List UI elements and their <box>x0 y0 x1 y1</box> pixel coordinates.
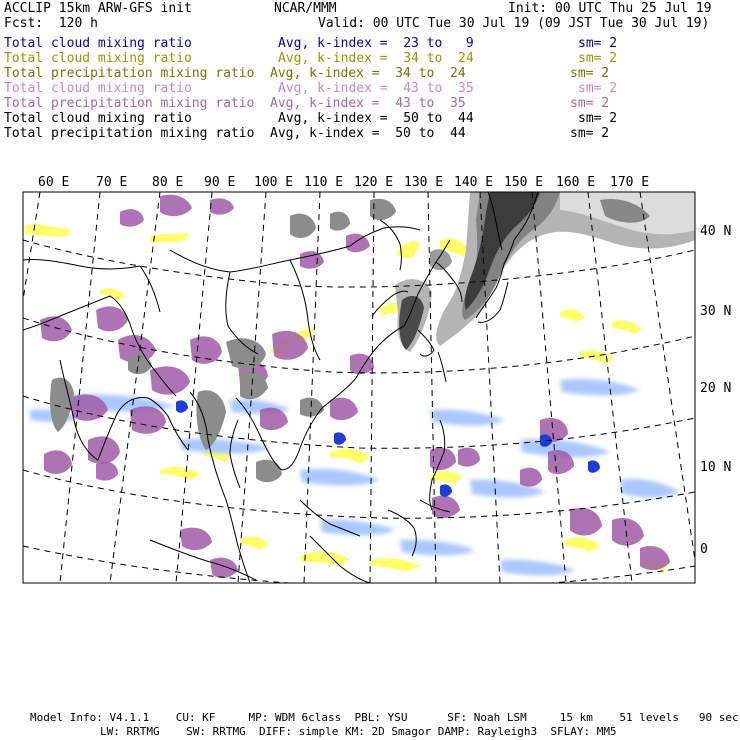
legend-avg: Avg, k-index = 34 to 24 <box>270 66 466 81</box>
lon-label: 140 E <box>454 175 494 190</box>
legend-avg: Avg, k-index = 43 to 35 <box>278 81 474 96</box>
lat-label: 10 N <box>700 460 732 475</box>
legend-sm: sm= 2 <box>578 51 618 66</box>
lon-label: 170 E <box>610 175 650 190</box>
model-info-line-1: Model Info: V4.1.1 CU: KF MP: WDM 6class PBL: YSU SF: Noah LSM 15 km 51 levels 90 sec <box>30 711 739 724</box>
lon-label: 130 E <box>404 175 444 190</box>
legend-field: Total precipitation mixing ratio <box>4 66 255 81</box>
northeast-cloud-system <box>395 192 695 352</box>
lat-label: 40 N <box>700 224 732 239</box>
legend-field: Total precipitation mixing ratio <box>4 126 255 141</box>
model-title: ACCLIP 15km ARW-GFS init <box>4 1 192 16</box>
legend-sm: sm= 2 <box>578 36 618 51</box>
legend-avg: Avg, k-index = 34 to 24 <box>278 51 474 66</box>
valid-time: Valid: 00 UTC Tue 30 Jul 19 (09 JST Tue 30 Jul 19) <box>318 16 710 31</box>
legend-avg: Avg, k-index = 50 to 44 <box>278 111 474 126</box>
lon-label: 120 E <box>354 175 394 190</box>
forecast-hour: Fcst: 120 h <box>4 16 98 31</box>
lat-label: 30 N <box>700 304 732 319</box>
legend-field: Total cloud mixing ratio <box>4 81 192 96</box>
legend-sm: sm= 2 <box>570 66 610 81</box>
legend-field: Total cloud mixing ratio <box>4 36 192 51</box>
lon-label: 60 E <box>38 175 70 190</box>
lon-label: 70 E <box>96 175 128 190</box>
legend-sm: sm= 2 <box>578 81 618 96</box>
legend-field: Total precipitation mixing ratio <box>4 96 255 111</box>
latitude-labels <box>700 224 731 557</box>
legend-sm: sm= 2 <box>578 111 618 126</box>
legend-avg: Avg, k-index = 43 to 35 <box>270 96 466 111</box>
lon-label: 80 E <box>152 175 184 190</box>
lon-label: 90 E <box>204 175 236 190</box>
legend-sm: sm= 2 <box>570 126 610 141</box>
legend-field: Total cloud mixing ratio <box>4 111 192 126</box>
lat-label: 20 N <box>700 381 732 396</box>
lon-label: 110 E <box>304 175 344 190</box>
center-title: NCAR/MMM <box>274 1 337 16</box>
legend-avg: Avg, k-index = 50 to 44 <box>270 126 466 141</box>
legend-sm: sm= 2 <box>570 96 610 111</box>
lon-label: 160 E <box>556 175 596 190</box>
legend-avg: Avg, k-index = 23 to 9 <box>278 36 474 51</box>
longitude-labels <box>38 175 649 190</box>
lon-label: 100 E <box>254 175 294 190</box>
model-info-line-2: LW: RRTMG SW: RRTMG DIFF: simple KM: 2D Smagor DAMP: Rayleigh3 SFLAY: MM5 <box>100 725 617 738</box>
lat-label: 0 <box>700 542 708 557</box>
init-time: Init: 00 UTC Thu 25 Jul 19 <box>508 1 712 16</box>
lon-label: 150 E <box>504 175 544 190</box>
legend-field: Total cloud mixing ratio <box>4 51 192 66</box>
